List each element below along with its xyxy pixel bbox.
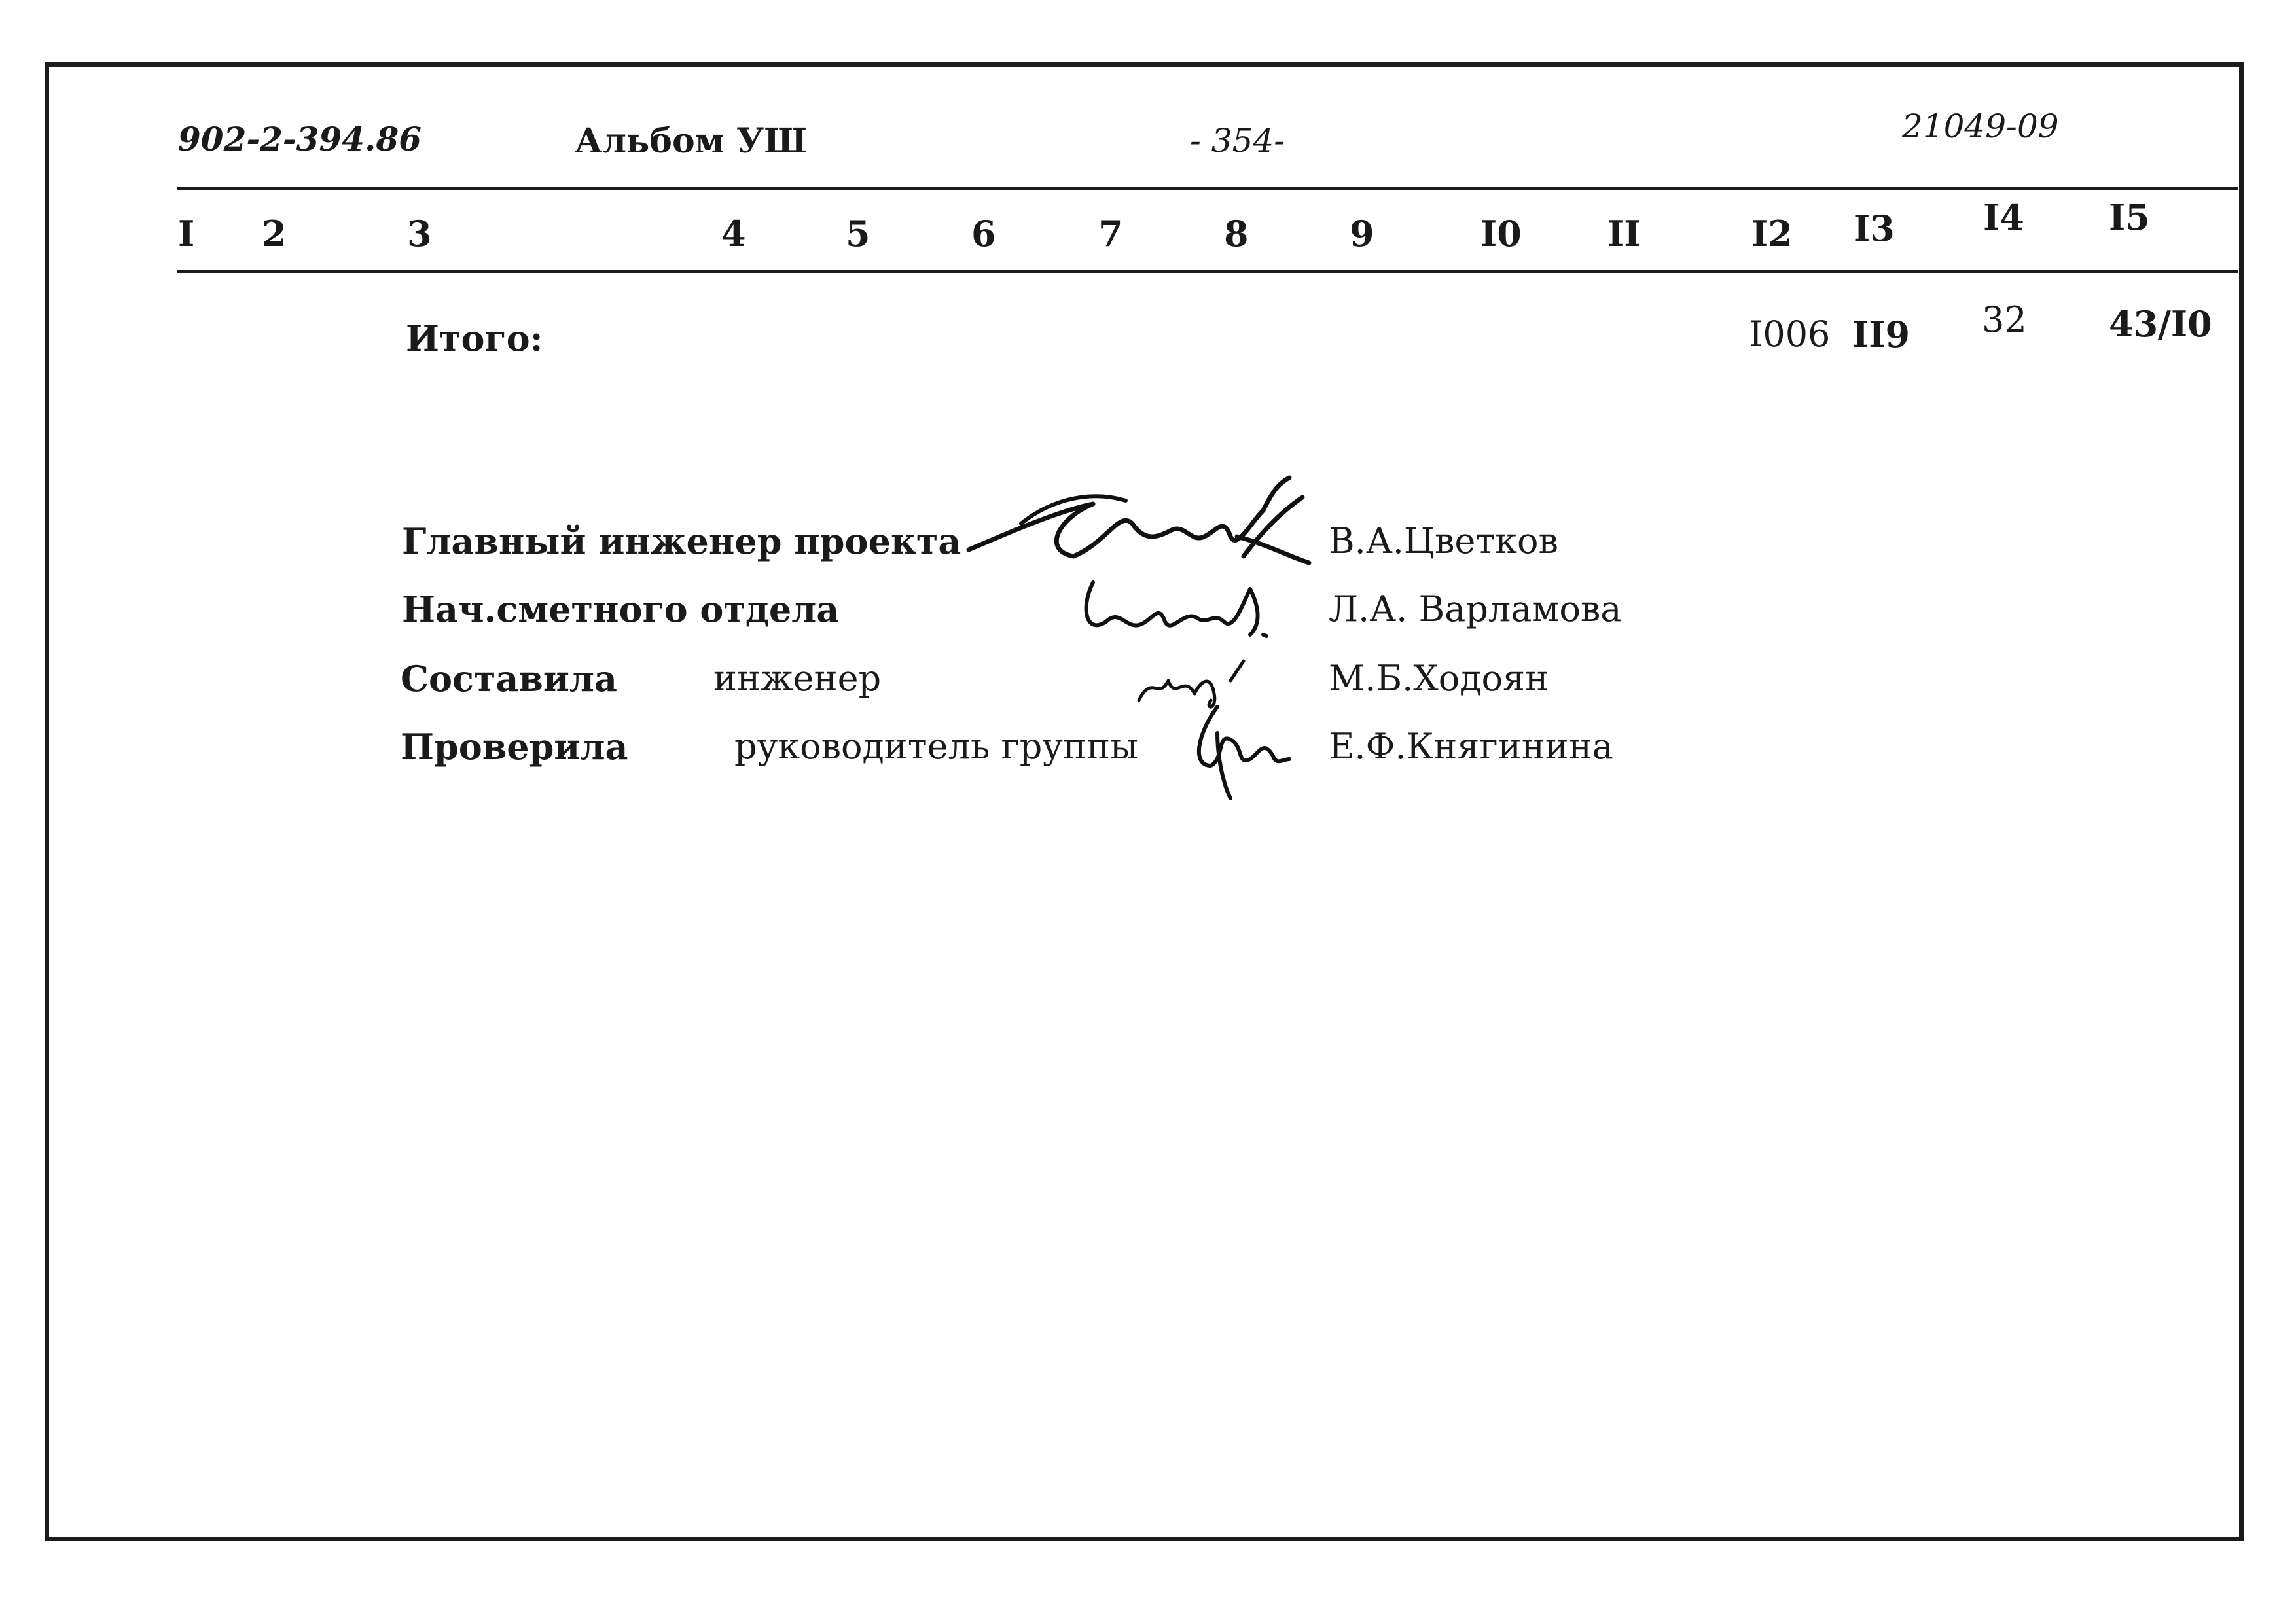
column-number: I	[178, 213, 195, 255]
column-number: II	[1607, 213, 1641, 255]
signature-position: руководитель группы	[734, 726, 1139, 767]
header-rule-bottom	[177, 270, 2238, 273]
signature-name: В.А.Цветков	[1329, 520, 1558, 562]
signature-role: Составила	[401, 658, 617, 700]
signature-mark	[1067, 563, 1283, 654]
album-label: Альбом УШ	[575, 121, 808, 161]
column-number: 4	[721, 213, 746, 255]
column-number: 7	[1098, 213, 1123, 255]
total-col12: I006	[1749, 313, 1831, 355]
signature-role: Нач.сметного отдела	[402, 588, 840, 630]
signature-position: инженер	[713, 658, 882, 699]
column-number: 6	[971, 213, 996, 255]
column-number: 5	[846, 213, 870, 255]
signature-role: Проверила	[401, 726, 628, 768]
signature-name: М.Б.Ходоян	[1329, 658, 1549, 699]
signature-name: Е.Ф.Княгинина	[1329, 726, 1613, 767]
total-col14: 32	[1982, 299, 2027, 340]
column-number: I2	[1751, 213, 1793, 255]
header-rule-top	[177, 187, 2238, 190]
total-col15: 43/I0	[2109, 303, 2212, 345]
signature-mark	[1178, 694, 1296, 805]
column-number: 9	[1350, 213, 1374, 255]
column-number: 2	[262, 213, 287, 255]
column-number: I3	[1854, 207, 1895, 249]
column-number: I4	[1983, 196, 2024, 238]
signature-name: Л.А. Варламова	[1329, 588, 1622, 630]
doc-number: 902-2-394.86	[178, 120, 422, 158]
page-number: - 354-	[1190, 122, 1285, 160]
column-number: I0	[1480, 213, 1522, 255]
signature-role: Главный инженер проекта	[402, 520, 961, 562]
total-col13: II9	[1852, 313, 1910, 355]
column-number: 3	[407, 213, 432, 255]
column-number: 8	[1224, 213, 1249, 255]
column-number: I5	[2109, 196, 2150, 238]
document-frame	[45, 62, 2244, 1541]
totals-label: Итого:	[406, 317, 543, 359]
doc-code: 21049-09	[1902, 107, 2059, 145]
